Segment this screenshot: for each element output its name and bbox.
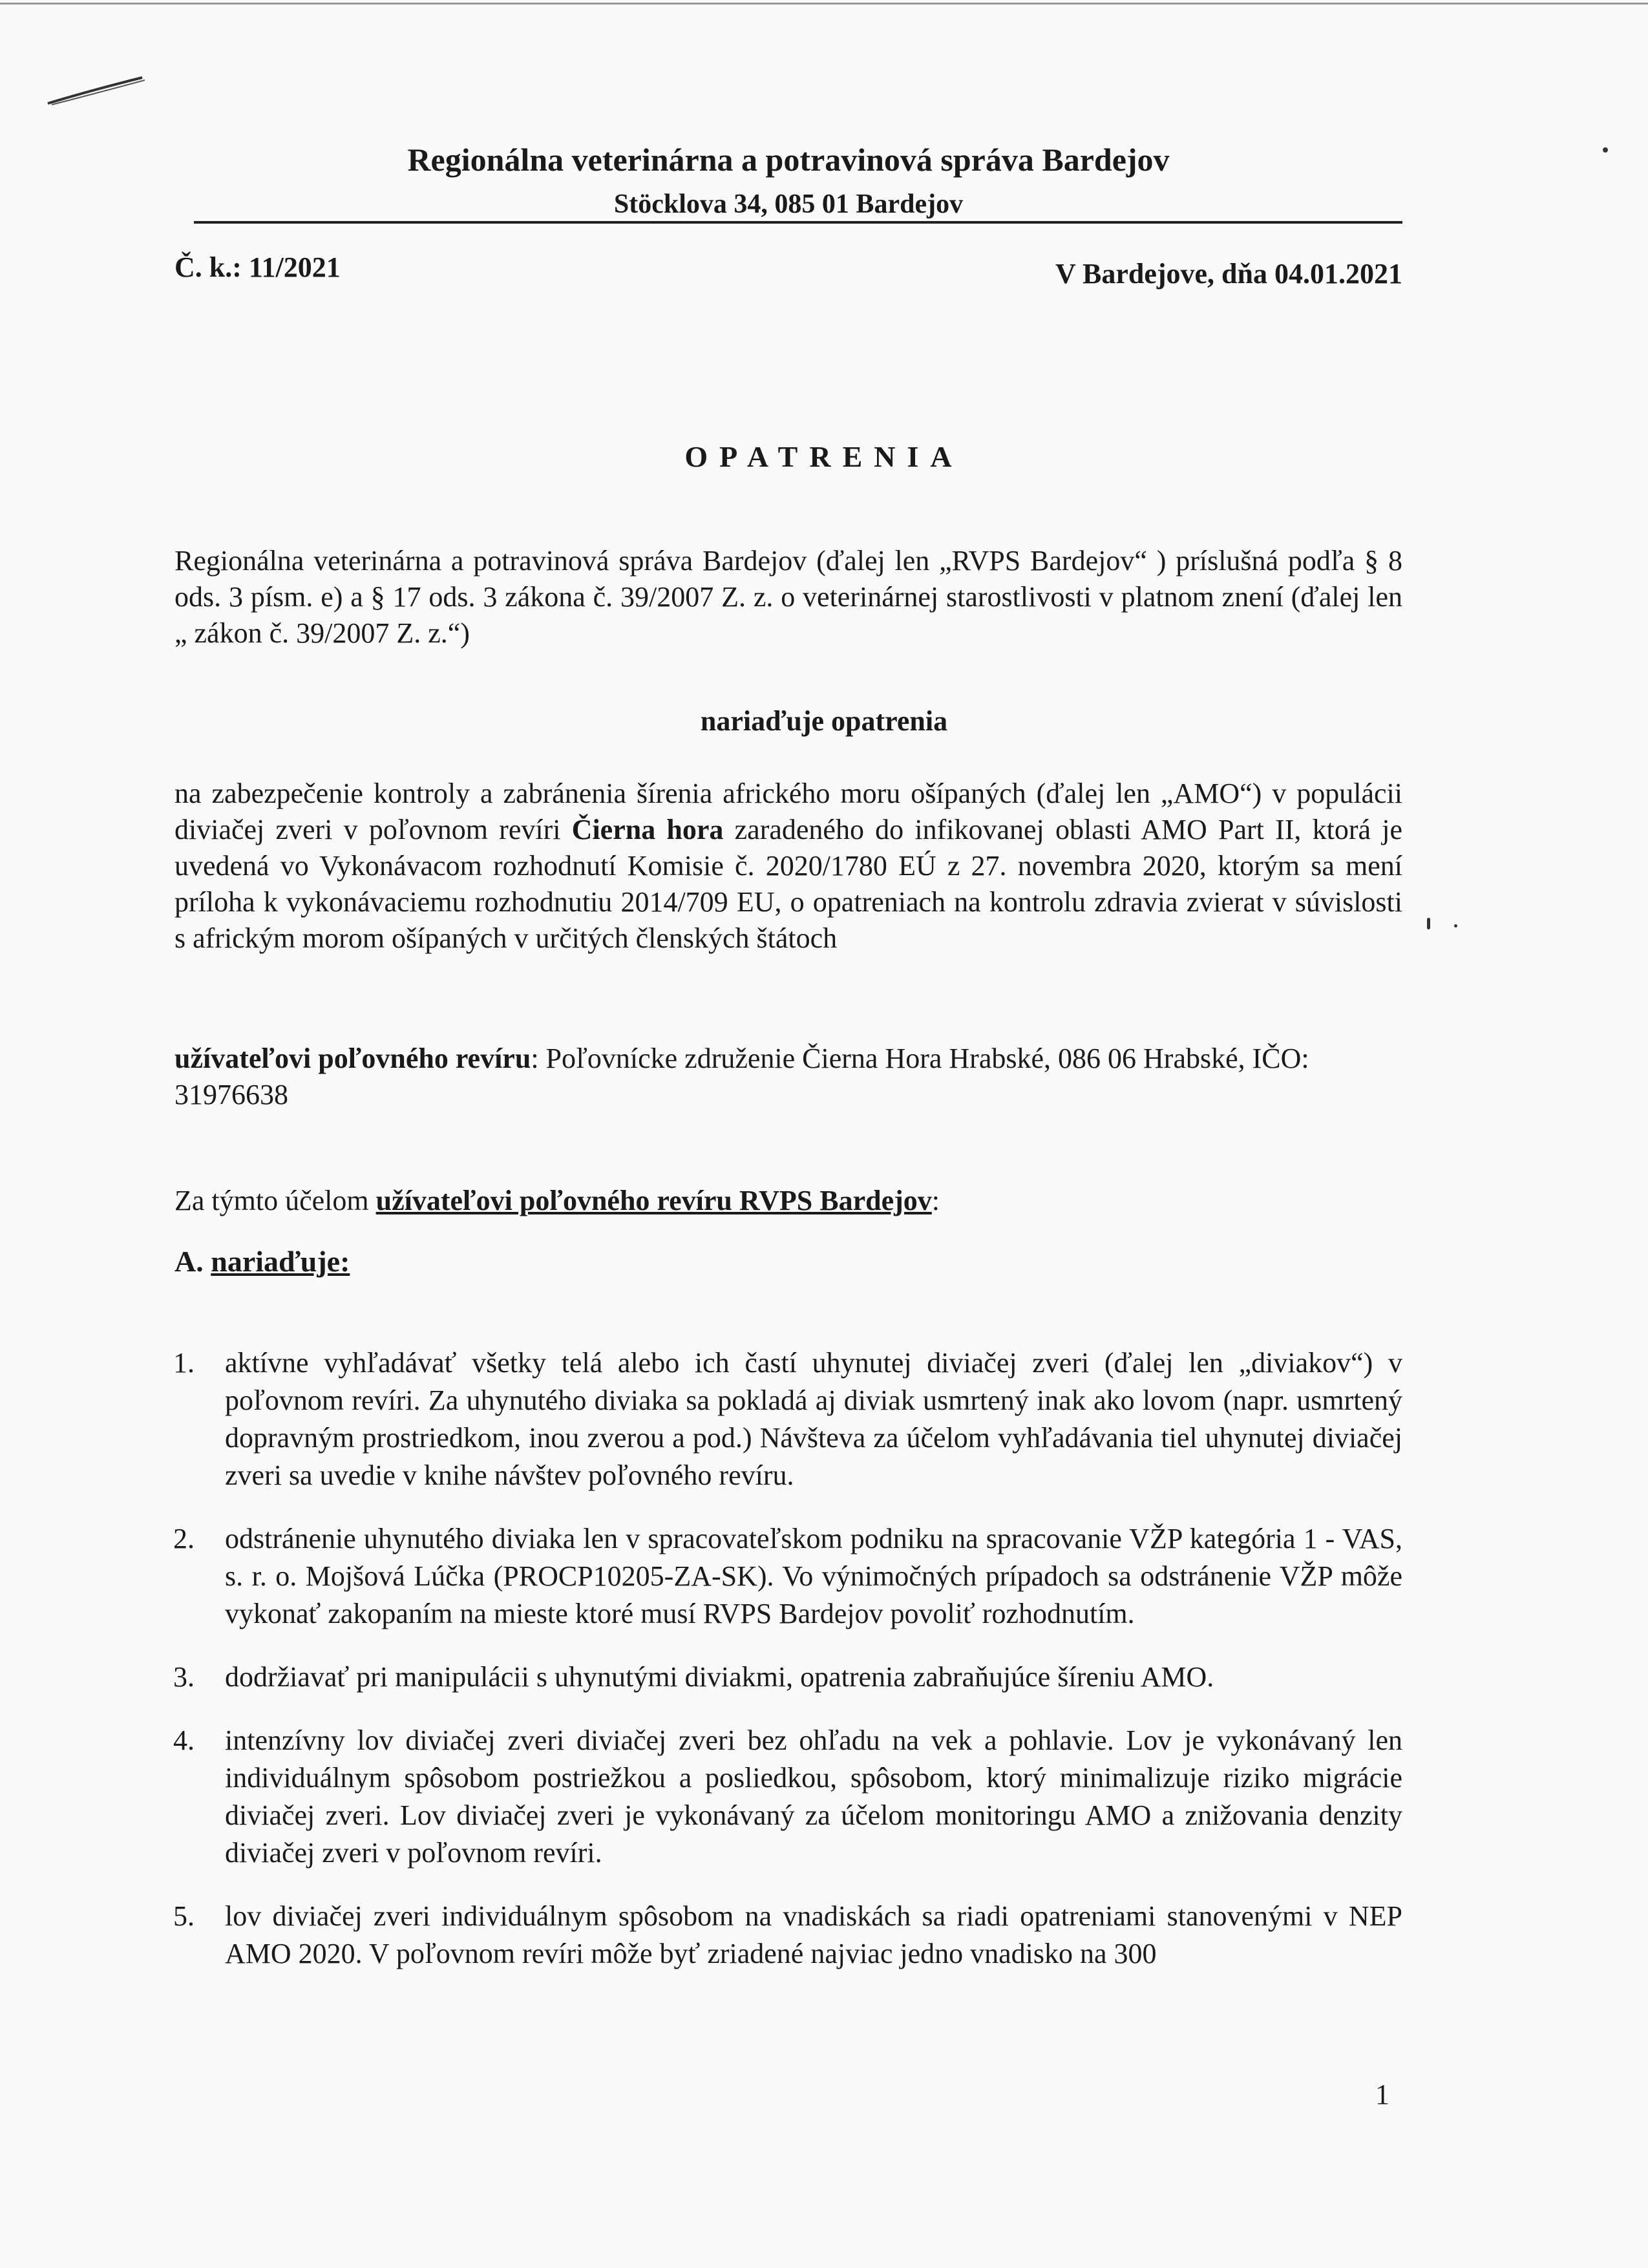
item-text: aktívne vyhľadávať všetky telá alebo ich častí uhynutej diviačej zveri (ďalej len „diviakov“) v poľovnom revíri. Za uhynutého diviaka sa pokladá aj diviak usmrtený inak ako lovom (napr. usmrtený dopravným prostriedkom, inou zverou a pod.) Návšteva za účelom vyhľadávania tiel uhynutej diviačej zveri sa uvedie v knihe návštev poľovného revíru.: [225, 1347, 1402, 1491]
item-text: odstránenie uhynutého diviaka len v spracovateľskom podniku na spracovanie VŽP kategória 1 - VAS, s. r. o. Mojšová Lúčka (PROCP10205-ZA-SK). Vo výnimočných prípadoch sa odstránenie VŽP môže vykonať zakopaním na mieste ktoré musí RVPS Bardejov povoliť rozhodnutím.: [225, 1523, 1402, 1629]
list-item: [168, 1722, 1402, 1872]
item-number: 3.: [173, 1661, 195, 1693]
purpose-underlined: užívateľovi poľovného revíru RVPS Bardejov: [375, 1185, 932, 1216]
scope-text-2: zaradeného do infikovanej oblasti AMO Part II, ktorá je uvedená vo Vykonávacom rozhodnutí Komisie č. 2020/1780 EÚ z 27. novembra 2020, ktorým sa mení príloha k vykonávaciemu rozhodnutiu 2014/709 EU, o opatreniach na kontrolu zdravia zvierat v súvislosti s africkým morom ošípaných v určitých členských štátoch: [174, 814, 1402, 954]
orders-heading: nariaďuje opatrenia: [700, 705, 948, 737]
item-text: intenzívny lov diviačej zveri diviačej zveri bez ohľadu na vek a pohlavie. Lov je vykonávaný len individuálnym spôsobom postriežkou a posliedkou, spôsobom, ktorý minimalizuje riziko migrácie diviačej zveri. Lov diviačej zveri je vykonávaný za účelom monitoringu AMO a znižovania denzity diviačej zveri v poľovnom revíri.: [225, 1724, 1402, 1869]
header-divider: [194, 221, 1402, 224]
scope-paragraph: [174, 776, 1402, 957]
intro-paragraph: Regionálna veterinárna a potravinová správa Bardejov (ďalej len „RVPS Bardejov“ ) príslušná podľa § 8 ods. 3 písm. e) a § 17 ods. 3 zákona č. 39/2007 Z. z. o veterinárnej starostlivosti v platnom znení (ďalej len „ zákon č. 39/2007 Z. z.“): [174, 545, 1402, 649]
purpose-suffix: :: [931, 1185, 940, 1216]
pen-mark-icon: [45, 71, 149, 110]
list-item: [168, 1344, 1402, 1494]
list-item: [168, 1520, 1402, 1633]
reference-number: Č. k.: 11/2021: [174, 251, 341, 283]
list-item: [168, 1898, 1402, 1973]
measures-list: [168, 1344, 1402, 1998]
user-label: užívateľovi poľovného revíru: [174, 1043, 531, 1074]
item-text: dodržiavať pri manipulácii s uhynutými diviakmi, opatrenia zabraňujúce šíreniu AMO.: [225, 1661, 1214, 1693]
purpose-line: [174, 1183, 1402, 1219]
section-a-label: nariaďuje:: [211, 1245, 350, 1278]
scan-speck: [1454, 924, 1457, 927]
scope-text-1: na zabezpečenie kontroly a zabránenia šírenia afrického moru ošípaných (ďalej len „AMO“) v populácii diviačej zveri v poľovnom revíri: [174, 778, 1402, 845]
document-title: OPATRENIA: [684, 440, 964, 473]
scope-area: Čierna hora: [571, 814, 724, 845]
item-text: lov diviačej zveri individuálnym spôsobom na vnadiskách sa riadi opatreniami stanovenými v NEP AMO 2020. V poľovnom revíri môže byť zriadené najviac jedno vnadisko na 300: [225, 1900, 1402, 1969]
organization-name: Regionálna veterinárna a potravinová správa Bardejov: [407, 142, 1170, 178]
hunting-ground-user: [174, 1041, 1402, 1113]
item-number: 5.: [173, 1900, 195, 1932]
organization-address: Stöcklova 34, 085 01 Bardejov: [613, 189, 964, 219]
section-a-heading: [174, 1244, 350, 1278]
list-item: [168, 1659, 1402, 1696]
page-number: 1: [1375, 2079, 1389, 2110]
item-number: 2.: [173, 1523, 195, 1554]
place-date: V Bardejove, dňa 04.01.2021: [1055, 258, 1402, 290]
section-a-prefix: A.: [174, 1245, 211, 1278]
purpose-prefix: Za týmto účelom: [174, 1185, 376, 1216]
item-number: 4.: [173, 1724, 195, 1756]
scan-speck: [1427, 918, 1430, 929]
item-number: 1.: [173, 1347, 195, 1379]
scan-speck: [1603, 147, 1608, 153]
user-value: : Poľovnícke združenie Čierna Hora Hrabské, 086 06 Hrabské, IČO: 31976638: [174, 1043, 1309, 1110]
scan-edge: [0, 3, 1648, 5]
